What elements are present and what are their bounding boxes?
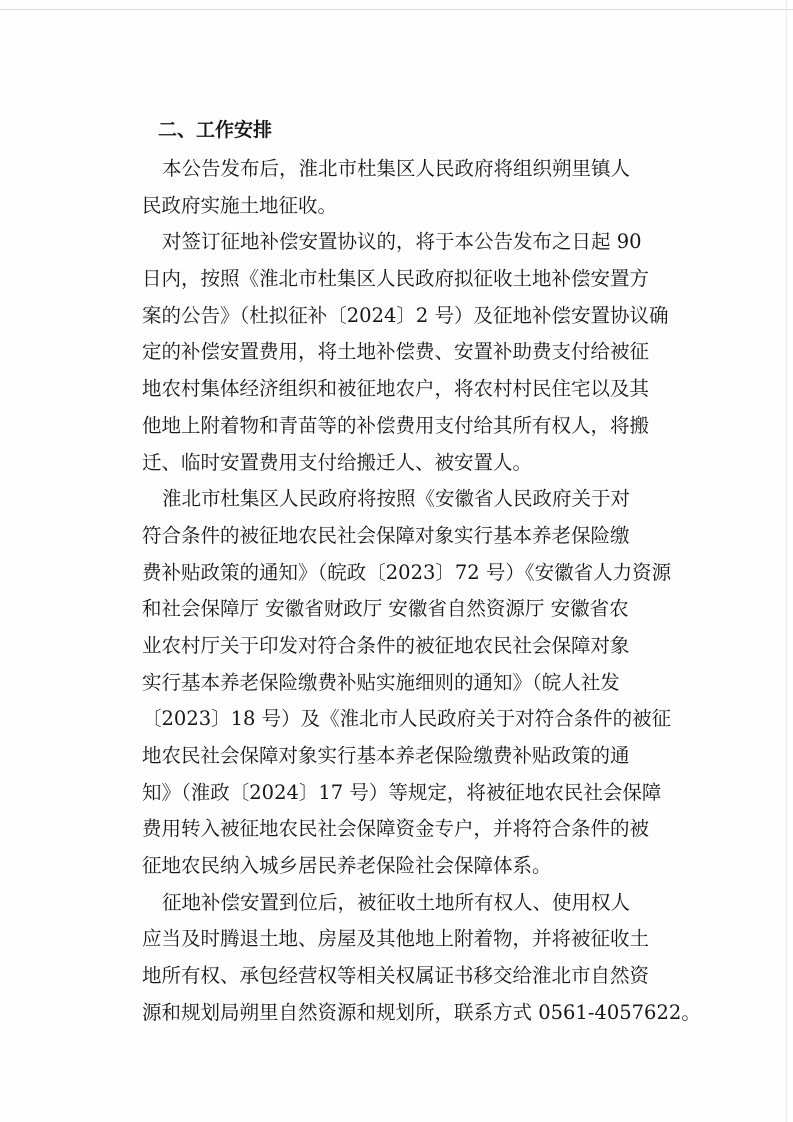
paragraph-line: 本公告发布后，淮北市杜集区人民政府将组织朔里镇人: [162, 157, 631, 180]
scan-edge-right: [786, 0, 787, 1122]
paragraph-line: 征地农民纳入城乡居民养老保险社会保障体系。: [142, 854, 552, 878]
paragraph-line: 符合条件的被征地农民社会保障对象实行基本养老保险缴: [142, 523, 630, 547]
scan-edge-top: [0, 9, 793, 10]
paragraph-line: 费用转入被征地农民社会保障资金专户，并将符合条件的被: [142, 817, 650, 841]
paragraph-line: 实行基本养老保险缴费补贴实施细则的通知》（皖人社发: [142, 670, 620, 694]
section-heading: 二、工作安排: [158, 119, 273, 141]
paragraph-implementing-body: [142, 151, 692, 224]
paragraph-line: 民政府实施土地征收。: [142, 193, 338, 217]
paragraph-line: 业农村厅关于印发对符合条件的被征地农民社会保障对象: [142, 633, 630, 657]
paragraph-line: 地所有权、承包经营权等相关权属证书移交给淮北市自然资: [142, 964, 650, 988]
paragraph-line: 定的补偿安置费用，将土地补偿费、安置补助费支付给被征: [142, 340, 650, 364]
paragraph-line: 费补贴政策的通知》（皖政〔2023〕72 号）《安徽省人力资源: [142, 560, 672, 584]
paragraph-line: 应当及时腾退土地、房屋及其他地上附着物，并将被征收土: [142, 927, 650, 951]
paragraph-compensation-payment: [142, 224, 692, 481]
paragraph-line: 知》（淮政〔2024〕17 号）等规定，将被征地农民社会保障: [142, 780, 662, 804]
paragraph-land-handover: [142, 885, 701, 1032]
paragraph-line: 日内，按照《淮北市杜集区人民政府拟征收土地补偿安置方: [142, 267, 650, 291]
paragraph-line: 源和规划局朔里自然资源和规划所，联系方式 0561-4057622。: [142, 1000, 701, 1024]
paragraph-line: 案的公告》（杜拟征补〔2024〕2 号）及征地补偿安置协议确: [142, 303, 669, 327]
paragraph-line: 淮北市杜集区人民政府将按照《安徽省人民政府关于对: [162, 487, 631, 511]
paragraph-social-security: [142, 481, 692, 885]
document-body: [142, 112, 701, 1032]
paragraph-line: 地农民社会保障对象实行基本养老保险缴费补贴政策的通: [142, 744, 630, 767]
paragraph-line: 和社会保障厅 安徽省财政厅 安徽省自然资源厅 安徽省农: [142, 597, 629, 621]
paragraph-line: 征地补偿安置到位后，被征收土地所有权人、使用权人: [162, 890, 631, 914]
paragraph-line: 〔2023〕18 号）及《淮北市人民政府关于对符合条件的被征: [142, 707, 672, 731]
paragraph-line: 地农村集体经济组织和被征地农户，将农村村民住宅以及其: [142, 377, 650, 401]
paragraph-line: 对签订征地补偿安置协议的，将于本公告发布之日起 90: [162, 230, 642, 254]
paragraph-line: 他地上附着物和青苗等的补偿费用支付给其所有权人，将搬: [142, 413, 650, 437]
paragraph-line: 迁、临时安置费用支付给搬迁人、被安置人。: [142, 450, 533, 474]
